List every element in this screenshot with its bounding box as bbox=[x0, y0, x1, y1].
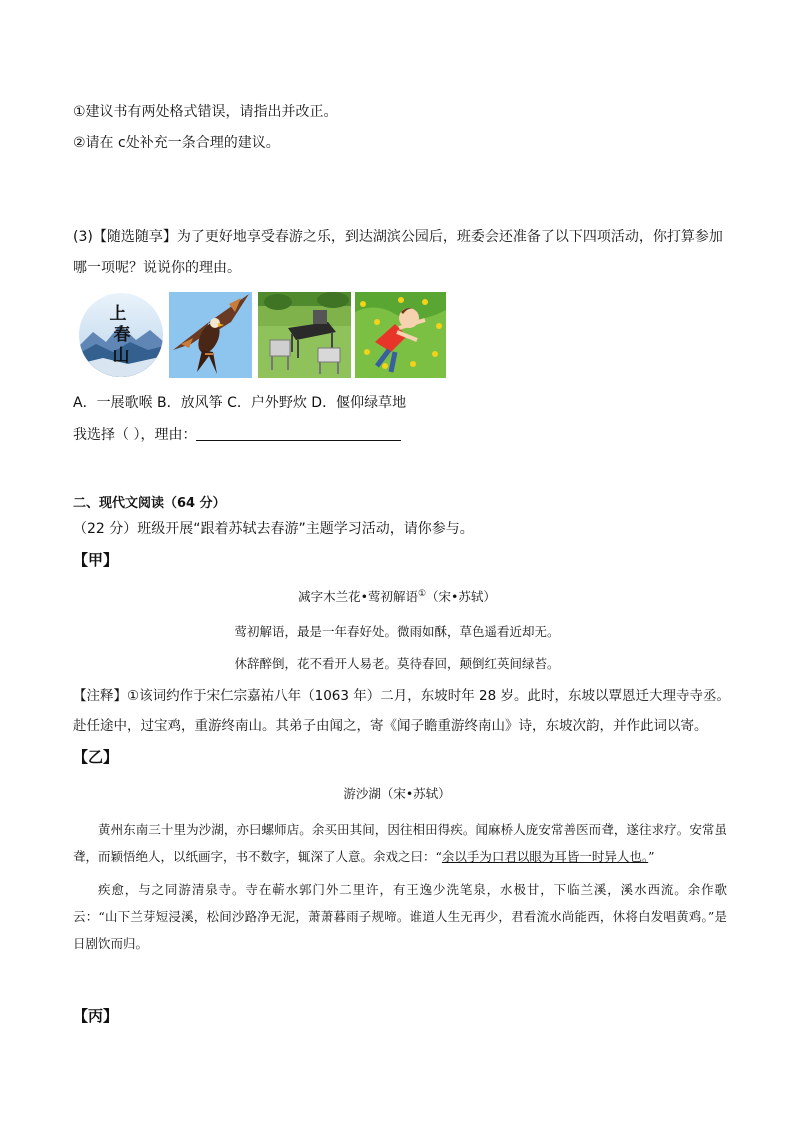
spring-mountain-image bbox=[78, 292, 164, 378]
poem-title bbox=[0, 587, 794, 605]
poem-line-1: 莺初解语，最是一年春好处。微雨如酥，草色遥看近却无。 bbox=[234, 624, 560, 639]
underlined-sentence: 余以手为口君以眼为耳皆一时异人也。 bbox=[441, 849, 649, 864]
poem-author: （宋•苏轼） bbox=[426, 589, 496, 604]
section-heading: 二、现代文阅读（64 分） bbox=[73, 496, 226, 511]
grass-lying-image bbox=[355, 292, 446, 378]
label-yi: 【乙】 bbox=[73, 748, 119, 766]
picnic-image bbox=[258, 292, 351, 378]
poem-title-text: 减字木兰花•莺初解语 bbox=[298, 589, 418, 604]
poem-title-footnote-mark: ① bbox=[417, 588, 427, 599]
section-intro: （22 分）班级开展“跟着苏轼去春游”主题学习活动，请你参与。 bbox=[73, 521, 474, 537]
image-label-3: 山 bbox=[112, 346, 130, 366]
question-3-line-1: (3)【随选随享】为了更好地享受春游之乐，到达湖滨公园后，班委会还准备了以下四项活动，你打算参加 bbox=[73, 229, 723, 245]
label-bing: 【丙】 bbox=[73, 1007, 119, 1025]
prose-body bbox=[73, 816, 727, 957]
kite-image bbox=[169, 292, 252, 378]
poem-line-2: 休辞醉倒，花不看开人易老。莫待春回，颠倒红英间绿苔。 bbox=[234, 656, 560, 671]
prose-paragraph-2: 疾愈，与之同游清泉寺。寺在蕲水郭门外二里许，有王逸少洗笔泉，水极甘，下临兰溪，溪水西流。余作歌云：“山下兰芽短浸溪，松间沙路净无泥，萧萧暮雨子规啼。谁道人生无再少，君看流水尚能西，休将白发唱黄鸡。”是日剧饮而归。 bbox=[73, 882, 727, 951]
prose-title: 游沙湖（宋•苏轼） bbox=[343, 786, 451, 801]
label-jia: 【甲】 bbox=[73, 551, 119, 569]
question-3-line-2: 哪一项呢？说说你的理由。 bbox=[73, 260, 241, 276]
prose-p1-text: 黄州东南三十里为沙湖，亦曰螺师店。余买田其间，因往相田得疾。闻麻桥人庞安常善医而聋，遂往求疗。安常虽聋，而颖悟绝人，以纸画字，书不数字，辄深了人意。余戏之曰：“ bbox=[73, 822, 727, 864]
answer-line bbox=[73, 425, 401, 445]
image-label-1: 上 bbox=[109, 304, 127, 324]
reason-blank[interactable] bbox=[196, 426, 401, 441]
question-item-1: ①建议书有两处格式错误，请指出并改正。 bbox=[73, 104, 338, 120]
activity-options: A．一展歌喉 B．放风筝 C．户外野炊 D．偃仰绿草地 bbox=[73, 395, 407, 411]
note-line-2: 赴任途中，过宝鸡，重游终南山。其弟子由闻之，寄《闻子瞻重游终南山》诗，东坡次韵，并作此词以寄。 bbox=[73, 718, 708, 734]
answer-prefix: 我选择（ ），理由： bbox=[73, 427, 197, 443]
image-label-2: 春 bbox=[113, 325, 131, 345]
question-item-2: ②请在 c处补充一条合理的建议。 bbox=[73, 135, 280, 151]
prose-p1-close-quote: ” bbox=[648, 849, 655, 864]
prose-paragraph-1 bbox=[73, 816, 727, 870]
note-line-1: 【注释】①该词约作于宋仁宗嘉祐八年（1063 年）二月，东坡时年 28 岁。此时，东坡以覃恩迁大理寺寺丞。 bbox=[73, 688, 731, 704]
